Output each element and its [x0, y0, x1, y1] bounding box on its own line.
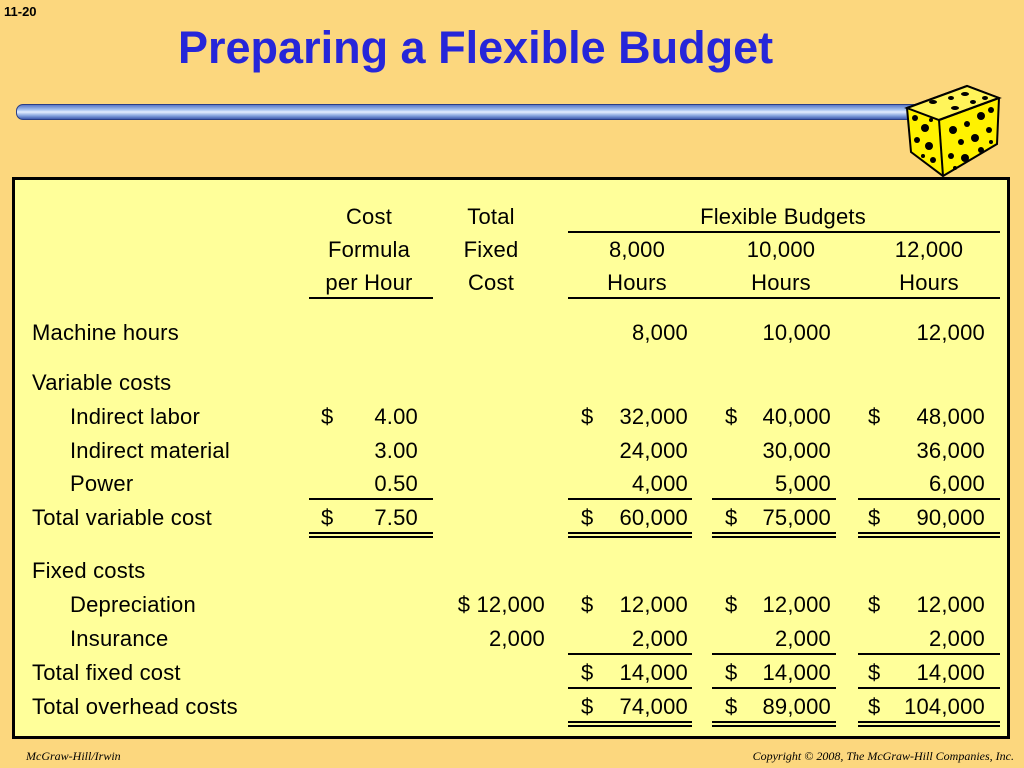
- depreciation-b2: 12,000: [762, 592, 831, 617]
- depreciation-b1-dollar: $: [581, 592, 594, 617]
- insurance-b3: 2,000: [928, 626, 985, 651]
- insurance-fixed: 2,000: [488, 626, 545, 651]
- row-label-power: Power: [70, 471, 134, 496]
- header-col2-hours: 10,000: [746, 237, 816, 262]
- total-fixed-b3: 14,000: [916, 660, 985, 685]
- double-rule-b2-a: [712, 532, 836, 534]
- header-total-fixed-3: Cost: [467, 270, 515, 295]
- double-rule-formula-a: [309, 532, 433, 534]
- total-fixed-b1-dollar: $: [581, 660, 594, 685]
- indirect-labor-b3-dollar: $: [868, 404, 881, 429]
- overhead-rule-b1: [568, 687, 692, 689]
- total-overhead-b2-dollar: $: [725, 694, 738, 719]
- total-fixed-b3-dollar: $: [868, 660, 881, 685]
- section-fixed-costs: Fixed costs: [32, 558, 146, 583]
- final-rule-b3-a: [858, 721, 1000, 723]
- fixed-rule-b2: [712, 653, 836, 655]
- final-rule-b3-b: [858, 725, 1000, 727]
- flexible-budget-table: [12, 177, 1010, 739]
- header-rule: [568, 231, 1000, 233]
- header-col2-label: Hours: [751, 270, 811, 295]
- indirect-labor-b2-dollar: $: [725, 404, 738, 429]
- total-overhead-b1: 74,000: [619, 694, 688, 719]
- header-underline-budgets: [568, 297, 1000, 299]
- total-overhead-b1-dollar: $: [581, 694, 594, 719]
- double-rule-b2-b: [712, 536, 836, 538]
- header-total-fixed-2: Fixed: [463, 237, 519, 262]
- depreciation-b1: 12,000: [619, 592, 688, 617]
- total-variable-formula: 7.50: [374, 505, 418, 530]
- total-fixed-b2-dollar: $: [725, 660, 738, 685]
- power-formula: 0.50: [374, 471, 418, 496]
- header-flexible-budgets: Flexible Budgets: [700, 204, 866, 229]
- total-fixed-b2: 14,000: [762, 660, 831, 685]
- subtotal-rule-b3: [858, 498, 1000, 500]
- depreciation-fixed: $ 12,000: [457, 592, 545, 617]
- fixed-rule-b1: [568, 653, 692, 655]
- double-rule-b1-b: [568, 536, 692, 538]
- machine-hours-b3: 12,000: [916, 320, 985, 345]
- subtotal-rule-b2: [712, 498, 836, 500]
- machine-hours-b1: 8,000: [631, 320, 688, 345]
- row-label-insurance: Insurance: [70, 626, 169, 651]
- total-variable-formula-dollar: $: [321, 505, 334, 530]
- depreciation-b3: 12,000: [916, 592, 985, 617]
- double-rule-b3-a: [858, 532, 1000, 534]
- insurance-b1: 2,000: [631, 626, 688, 651]
- slide-number: 11-20: [4, 4, 37, 19]
- overhead-rule-b3: [858, 687, 1000, 689]
- depreciation-b3-dollar: $: [868, 592, 881, 617]
- double-rule-formula-b: [309, 536, 433, 538]
- total-fixed-b1: 14,000: [619, 660, 688, 685]
- total-variable-b2-dollar: $: [725, 505, 738, 530]
- total-overhead-b2: 89,000: [762, 694, 831, 719]
- row-label-indirect-material: Indirect material: [70, 438, 230, 463]
- row-label-total-overhead: Total overhead costs: [32, 694, 238, 719]
- overhead-rule-b2: [712, 687, 836, 689]
- power-b2: 5,000: [774, 471, 831, 496]
- header-underline-formula: [309, 297, 433, 299]
- final-rule-b2-a: [712, 721, 836, 723]
- indirect-labor-b1-dollar: $: [581, 404, 594, 429]
- total-overhead-b3: 104,000: [904, 694, 985, 719]
- total-variable-b1-dollar: $: [581, 505, 594, 530]
- power-b1: 4,000: [631, 471, 688, 496]
- machine-hours-b2: 10,000: [762, 320, 831, 345]
- title-divider: [16, 104, 928, 120]
- indirect-labor-b3: 48,000: [916, 404, 985, 429]
- indirect-labor-formula-dollar: $: [321, 404, 334, 429]
- final-rule-b1-b: [568, 725, 692, 727]
- final-rule-b1-a: [568, 721, 692, 723]
- total-variable-b1: 60,000: [619, 505, 688, 530]
- indirect-labor-b1: 32,000: [619, 404, 688, 429]
- row-label-total-fixed: Total fixed cost: [32, 660, 181, 685]
- cheese-icon: [903, 80, 1013, 180]
- header-cost-formula-3: per Hour: [325, 270, 413, 295]
- row-label-indirect-labor: Indirect labor: [70, 404, 200, 429]
- total-variable-b3-dollar: $: [868, 505, 881, 530]
- total-variable-b3: 90,000: [916, 505, 985, 530]
- indirect-labor-formula: 4.00: [374, 404, 418, 429]
- power-b3: 6,000: [928, 471, 985, 496]
- footer-copyright: Copyright © 2008, The McGraw-Hill Companies, Inc.: [752, 749, 1014, 763]
- subtotal-rule-formula: [309, 498, 433, 500]
- footer-publisher: McGraw-Hill/Irwin: [26, 749, 121, 763]
- double-rule-b3-b: [858, 536, 1000, 538]
- header-col1-label: Hours: [607, 270, 667, 295]
- depreciation-b2-dollar: $: [725, 592, 738, 617]
- section-variable-costs: Variable costs: [32, 370, 172, 395]
- row-label-total-variable: Total variable cost: [32, 505, 212, 530]
- header-cost-formula-2: Formula: [327, 237, 411, 262]
- final-rule-b2-b: [712, 725, 836, 727]
- header-total-fixed-1: Total: [467, 204, 515, 229]
- fixed-rule-b3: [858, 653, 1000, 655]
- indirect-labor-b2: 40,000: [762, 404, 831, 429]
- total-overhead-b3-dollar: $: [868, 694, 881, 719]
- row-label-machine-hours: Machine hours: [32, 320, 179, 345]
- indirect-material-b2: 30,000: [762, 438, 831, 463]
- indirect-material-b1: 24,000: [619, 438, 688, 463]
- row-label-depreciation: Depreciation: [70, 592, 196, 617]
- header-col3-hours: 12,000: [894, 237, 964, 262]
- double-rule-b1-a: [568, 532, 692, 534]
- header-col3-label: Hours: [899, 270, 959, 295]
- total-variable-b2: 75,000: [762, 505, 831, 530]
- header-col1-hours: 8,000: [608, 237, 666, 262]
- indirect-material-b3: 36,000: [916, 438, 985, 463]
- slide-title: Preparing a Flexible Budget: [178, 22, 774, 73]
- indirect-material-formula: 3.00: [374, 438, 418, 463]
- subtotal-rule-b1: [568, 498, 692, 500]
- header-cost-formula-1: Cost: [345, 204, 393, 229]
- insurance-b2: 2,000: [774, 626, 831, 651]
